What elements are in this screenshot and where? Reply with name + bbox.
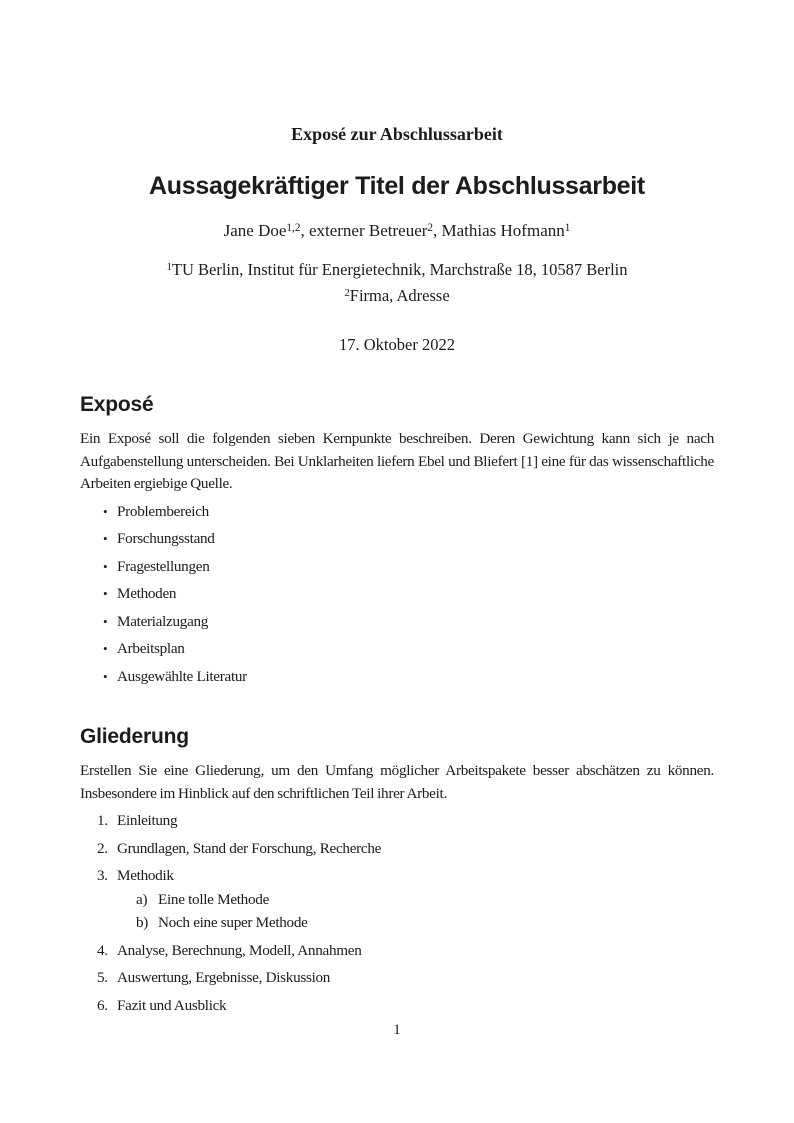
numbered-item-label: Auswertung, Ergebnisse, Diskussion — [117, 969, 331, 986]
page-number: 1 — [393, 1022, 401, 1038]
section-heading-expose: Exposé — [80, 393, 154, 416]
affiliations-block — [80, 257, 714, 309]
author-1-superscript: 1,2 — [286, 221, 301, 234]
bullet-item-label: Fragestellungen — [117, 557, 210, 575]
document-pretitle: Exposé zur Abschlussarbeit — [291, 124, 503, 144]
item-number: 4. — [97, 941, 108, 959]
bullet-icon: • — [103, 586, 108, 601]
item-number: 1. — [97, 812, 108, 829]
list-item — [80, 889, 714, 912]
list-item — [80, 666, 714, 689]
list-item — [80, 838, 714, 861]
author-1-name: Jane Doe — [223, 221, 287, 240]
author-1 — [224, 221, 301, 240]
list-item — [80, 940, 714, 963]
gliederung-numbered-list — [80, 810, 714, 1017]
document-title: Aussagekräftiger Titel der Abschlussarbeit — [149, 172, 645, 200]
author-2 — [300, 221, 433, 240]
bullet-item-label: Arbeitsplan — [117, 640, 185, 657]
sub-item-letter: a) — [136, 890, 148, 908]
item-number: 6. — [97, 996, 108, 1014]
methodik-sub-list — [80, 889, 714, 935]
numbered-item-label: Analyse, Berechnung, Modell, Annahmen — [117, 941, 362, 959]
bullet-icon: • — [103, 668, 108, 684]
author-2-name: , externer Betreuer — [300, 221, 428, 240]
list-item — [80, 583, 714, 606]
list-item — [80, 810, 714, 833]
list-item — [80, 638, 714, 661]
affiliation-1 — [80, 257, 714, 283]
list-item — [80, 912, 714, 935]
document-date: 17. Oktober 2022 — [339, 335, 455, 354]
affiliation-2-superscript: 2 — [344, 287, 350, 300]
list-item — [80, 865, 714, 888]
affiliation-1-superscript: 1 — [166, 261, 172, 274]
author-3 — [433, 221, 570, 240]
sub-item-label: Noch eine super Methode — [158, 914, 308, 931]
bullet-icon: • — [103, 641, 108, 656]
list-item — [80, 611, 714, 634]
list-item — [80, 528, 714, 551]
affiliation-2 — [80, 283, 714, 309]
item-number: 2. — [97, 839, 108, 857]
sub-item-label: Eine tolle Methode — [158, 890, 270, 908]
author-3-superscript: 1 — [564, 221, 571, 234]
numbered-item-label: Methodik — [117, 867, 174, 884]
numbered-item-label: Fazit und Ausblick — [117, 996, 227, 1014]
gliederung-paragraph: Erstellen Sie eine Gliederung, um den Umfang möglicher Arbeitspakete besser abschätzen zu können. Insbesondere im Hinblick auf den schriftlichen Teil ihrer Arbeit. — [80, 762, 714, 802]
sub-item-letter: b) — [136, 914, 149, 931]
bullet-item-label: Forschungsstand — [117, 530, 215, 547]
numbered-item-label: Einleitung — [117, 812, 178, 829]
item-number: 5. — [97, 969, 108, 986]
bullet-item-label: Problembereich — [117, 502, 209, 520]
section-heading-gliederung: Gliederung — [80, 725, 189, 748]
authors-line — [80, 220, 714, 242]
bullet-item-label: Materialzugang — [117, 612, 209, 630]
bullet-icon: • — [103, 531, 108, 546]
list-item — [80, 995, 714, 1018]
numbered-item-label: Grundlagen, Stand der Forschung, Recherche — [117, 839, 382, 857]
expose-bullet-list — [80, 501, 714, 689]
item-number: 3. — [97, 867, 108, 884]
bullet-icon: • — [103, 613, 108, 629]
list-item — [80, 501, 714, 524]
affiliation-1-text: TU Berlin, Institut für Energietechnik, Marchstraße 18, 10587 Berlin — [171, 260, 628, 279]
bullet-icon: • — [103, 503, 108, 519]
author-3-name: , Mathias Hofmann — [433, 221, 565, 240]
list-item — [80, 967, 714, 990]
affiliation-2-text: Firma, Adresse — [349, 286, 450, 305]
list-item — [80, 556, 714, 579]
author-2-superscript: 2 — [427, 221, 434, 234]
bullet-icon: • — [103, 558, 108, 574]
bullet-item-label: Methoden — [117, 585, 177, 602]
bullet-item-label: Ausgewählte Literatur — [117, 667, 247, 685]
expose-paragraph: Ein Exposé soll die folgenden sieben Kernpunkte beschreiben. Deren Gewichtung kann sich je nach Aufgabenstellung unterscheiden. Bei Unklarheiten liefern Ebel und Bliefert [1] eine für das wissenschaftliche Arbeiten ergiebige Quelle. — [80, 430, 714, 492]
